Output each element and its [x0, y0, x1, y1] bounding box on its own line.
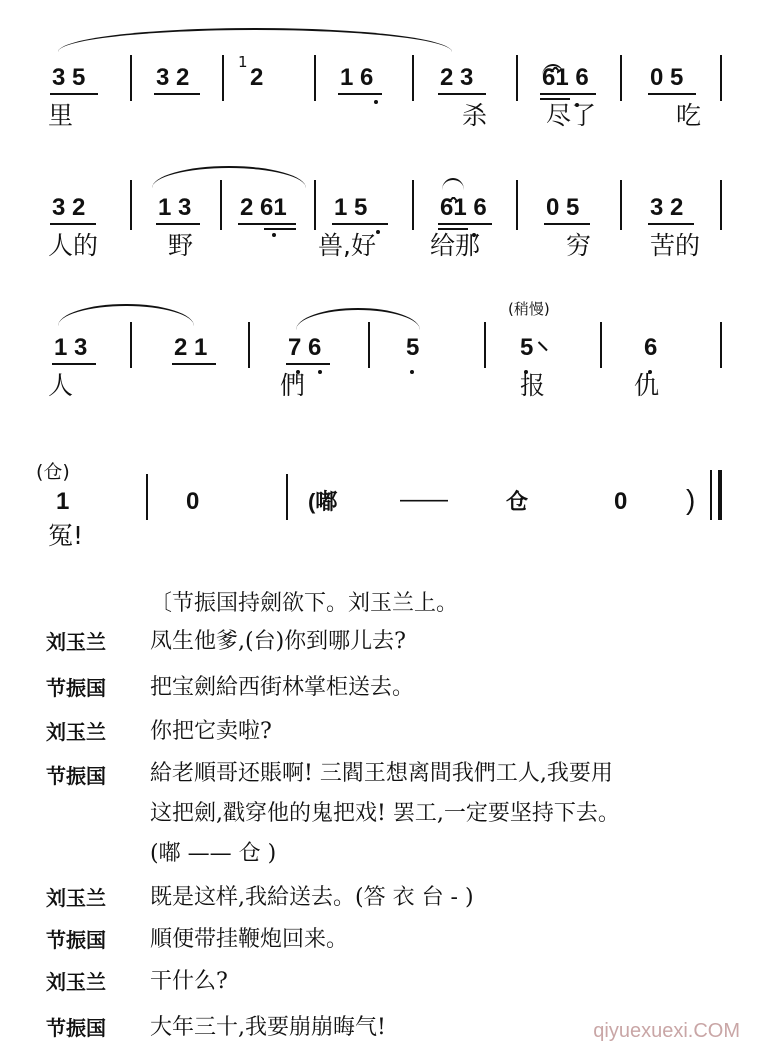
- underline: [438, 93, 486, 95]
- speaker-name: 节振国: [46, 928, 106, 952]
- barline: [516, 55, 518, 101]
- note-group: 0: [614, 488, 628, 515]
- breath-mark: [538, 333, 556, 351]
- dialogue-line: 你把它卖啦?: [150, 719, 272, 744]
- barline: [248, 322, 250, 368]
- lyric: 给那: [430, 231, 481, 260]
- slur: [58, 304, 194, 326]
- speaker-name: 刘玉兰: [46, 630, 106, 654]
- dialogue-line: 凤生他爹,(台)你到哪儿去?: [150, 629, 406, 654]
- barline: [314, 180, 316, 230]
- octave-dot: [410, 370, 414, 374]
- barline: [314, 55, 316, 101]
- barline: [620, 180, 622, 230]
- dialogue-line: 干什么?: [150, 969, 228, 994]
- note-group: 0 5: [650, 64, 684, 91]
- final-barline: [718, 470, 722, 520]
- note-group: 6̂1 6: [542, 64, 589, 91]
- lyric: 里: [48, 101, 74, 130]
- note-group: 0 5: [546, 194, 580, 221]
- speaker-name: 刘玉兰: [46, 720, 106, 744]
- lyric: 苦的: [650, 231, 701, 260]
- barline: [484, 322, 486, 368]
- lyric: 杀: [462, 101, 488, 130]
- note-group: 1 6: [340, 64, 374, 91]
- lyric: 仇: [634, 371, 660, 400]
- note-group: 1 5: [334, 194, 368, 221]
- tempo-mark: (稍慢): [508, 300, 550, 318]
- speaker-name: 刘玉兰: [46, 970, 106, 994]
- note-group: 3 2: [52, 194, 86, 221]
- percussion-mark: (仓): [36, 461, 70, 483]
- slur: [152, 166, 306, 188]
- octave-dot: [318, 370, 322, 374]
- dialogue-line: 把宝劍給西街林掌柜送去。: [150, 675, 415, 700]
- note-group: 2 3: [440, 64, 474, 91]
- lyric: 人的: [48, 231, 99, 260]
- underline: [52, 363, 96, 365]
- underline: [50, 223, 96, 225]
- underline: [154, 93, 200, 95]
- barline: [720, 180, 722, 230]
- note-group: 3 5: [52, 64, 86, 91]
- barline: [516, 180, 518, 230]
- underline: [156, 223, 200, 225]
- lyric: 穷: [566, 231, 592, 260]
- lyric: 人: [48, 371, 74, 400]
- note-group: 2: [250, 64, 264, 91]
- underline: [540, 98, 570, 100]
- note-group: 6̂1 6: [440, 194, 487, 221]
- octave-dot: [374, 100, 378, 104]
- barline: [412, 180, 414, 230]
- dialogue-line: 既是这样,我給送去。(答 衣 台 - ): [150, 885, 474, 910]
- note-group: 3 2: [650, 194, 684, 221]
- note-group: 1 3: [158, 194, 192, 221]
- underline: [172, 363, 216, 365]
- underline: [544, 223, 590, 225]
- octave-dot: [272, 233, 276, 237]
- note-group: 0: [186, 488, 200, 515]
- note-group: 1: [56, 488, 70, 515]
- barline: [620, 55, 622, 101]
- watermark: qiyuexuexi.COM: [593, 1020, 740, 1042]
- underline: [238, 223, 296, 225]
- barline: [368, 322, 370, 368]
- underline: [540, 93, 596, 95]
- slur: [296, 308, 420, 330]
- note-group: 1 3: [54, 334, 88, 361]
- underline: [648, 93, 696, 95]
- barline: [720, 55, 722, 101]
- underline: [264, 228, 296, 230]
- speaker-name: 刘玉兰: [46, 886, 106, 910]
- barline: [130, 180, 132, 230]
- speaker-name: 节振国: [46, 676, 106, 700]
- lyric: 野: [168, 231, 194, 260]
- underline: [438, 228, 468, 230]
- slur: [442, 178, 464, 190]
- barline: [146, 474, 148, 520]
- barline: [600, 322, 602, 368]
- underline: [50, 93, 98, 95]
- dialogue-line: 这把劍,戳穿他的鬼把戏! 罢工,一定要坚持下去。: [150, 801, 620, 826]
- barline: [222, 55, 224, 101]
- speaker-name: 节振国: [46, 1016, 106, 1040]
- octave-dot: [376, 230, 380, 234]
- stage-direction: 〔节振国持劍欲下。刘玉兰上。: [150, 591, 459, 616]
- barline: [412, 55, 414, 101]
- percussion-mark: ——: [400, 486, 448, 513]
- note-group: 2 61: [240, 194, 287, 221]
- note-group: 5: [406, 334, 420, 361]
- note-group: 3 2: [156, 64, 190, 91]
- note-group: 6: [644, 334, 658, 361]
- barline: [220, 180, 222, 230]
- lyric: 冤!: [48, 521, 84, 550]
- percussion-mark: 仓: [506, 489, 529, 514]
- lyric: 兽,好: [318, 231, 376, 260]
- grace-note: 1: [238, 53, 248, 71]
- dialogue-line: 給老順哥还賬啊! 三閻王想离間我們工人,我要用: [150, 761, 613, 786]
- lyric: 尽了: [546, 101, 597, 130]
- note-group: 5: [520, 334, 534, 361]
- dialogue-line: 大年三十,我要崩崩晦气!: [150, 1015, 386, 1040]
- barline: [710, 470, 712, 520]
- dialogue-line: 順便带挂鞭炮回来。: [150, 927, 349, 952]
- barline: [130, 322, 132, 368]
- underline: [438, 223, 492, 225]
- note-group: 7 6: [288, 334, 322, 361]
- dialogue-line: (嘟 —— 仓 ): [150, 841, 277, 866]
- percussion-mark: ): [686, 484, 696, 515]
- lyric: 报: [520, 371, 546, 400]
- underline: [338, 93, 382, 95]
- percussion-mark: (嘟: [308, 489, 338, 514]
- lyric: 們: [280, 371, 306, 400]
- slur: [58, 28, 452, 52]
- barline: [286, 474, 288, 520]
- underline: [648, 223, 694, 225]
- speaker-name: 节振国: [46, 764, 106, 788]
- note-group: 2 1: [174, 334, 208, 361]
- underline: [286, 363, 330, 365]
- lyric: 吃: [676, 101, 702, 130]
- barline: [130, 55, 132, 101]
- barline: [720, 322, 722, 368]
- underline: [332, 223, 388, 225]
